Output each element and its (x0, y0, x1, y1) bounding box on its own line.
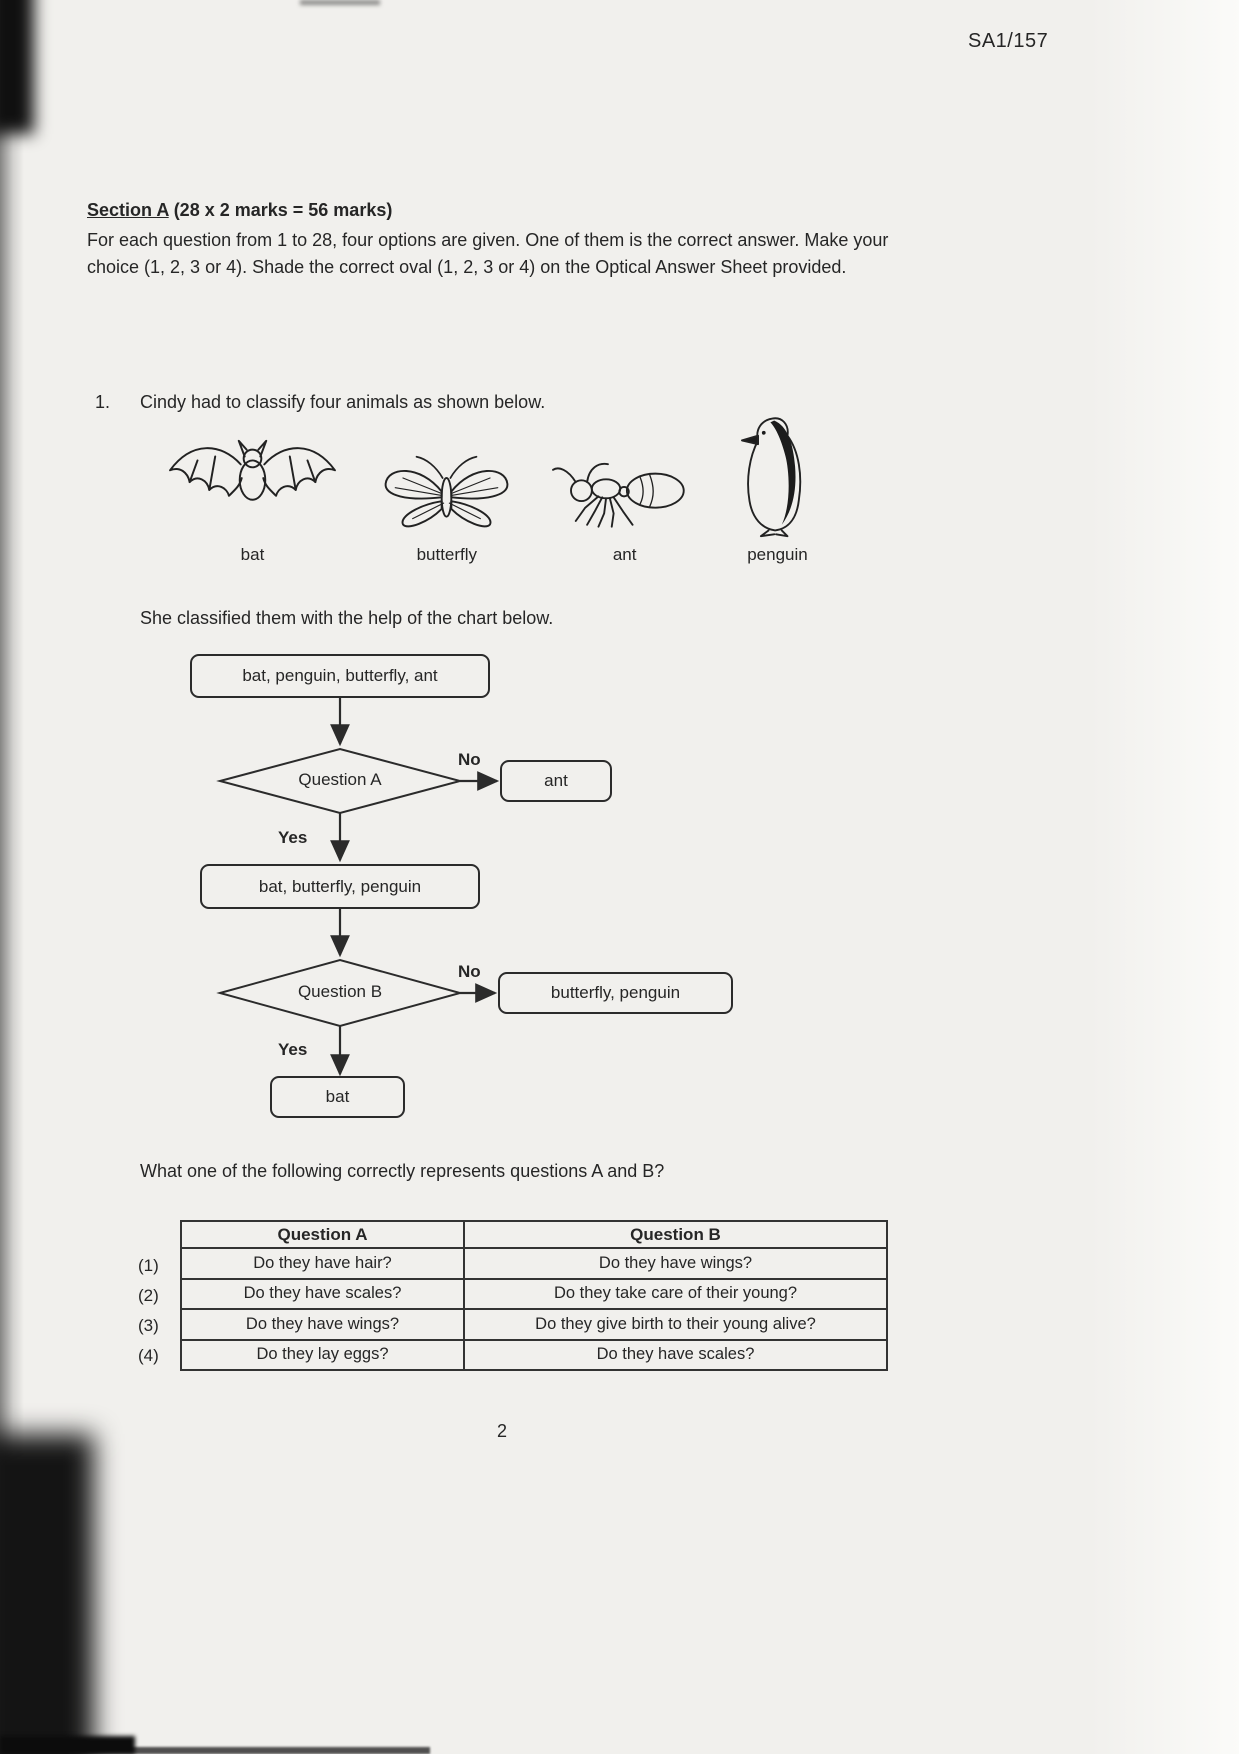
option-2-question-a: Do they have scales? (181, 1279, 464, 1310)
option-number: (3) (138, 1316, 159, 1335)
option-3-question-a: Do they have wings? (181, 1309, 464, 1340)
scan-top-left-corner (0, 0, 34, 134)
butterfly-figure (374, 447, 519, 565)
section-heading-underlined: Section A (87, 200, 169, 220)
ant-label: ant (612, 545, 637, 564)
flowchart-no-label-a: No (458, 750, 481, 769)
table-header-question-b: Question B (464, 1221, 887, 1248)
option-number: (2) (138, 1286, 159, 1305)
flowchart-question-b: Question B (297, 982, 383, 1001)
table-row (181, 1340, 887, 1371)
option-3-question-b: Do they give birth to their young alive? (464, 1309, 887, 1340)
option-number: (1) (138, 1256, 159, 1275)
bat-label: bat (240, 545, 265, 564)
butterfly-icon (374, 447, 519, 539)
flowchart-yes-label-b: Yes (278, 1040, 308, 1059)
section-instructions: For each question from 1 to 28, four options are given. One of them is the correct answer. Make your choice (1, 2, 3 or 4). Shade the correct oval (1, 2, 3 or 4) on the Optical Answer Sheet provided. (87, 230, 889, 277)
question-intro: Cindy had to classify four animals as shown below. (140, 392, 546, 412)
table-header-question-a: Question A (181, 1221, 464, 1248)
table-row (181, 1309, 887, 1340)
options-table-block (138, 1220, 888, 1371)
question-prompt: What one of the following correctly represents questions A and B? (140, 1161, 665, 1181)
option-4-question-a: Do they lay eggs? (181, 1340, 464, 1371)
table-row (181, 1248, 887, 1279)
flowchart-middle-box: bat, butterfly, penguin (200, 864, 480, 909)
section-heading (87, 200, 392, 221)
flowchart-butterfly-penguin-box: butterfly, penguin (498, 972, 733, 1014)
flowchart-question-a: Question A (298, 770, 382, 789)
scan-bottom-left-block (0, 1736, 135, 1754)
bat-icon (160, 431, 345, 539)
option-2-question-b: Do they take care of their young? (464, 1279, 887, 1310)
penguin-label: penguin (747, 545, 808, 564)
option-1-question-a: Do they have hair? (181, 1248, 464, 1279)
table-header-row (181, 1221, 887, 1248)
ant-icon (549, 449, 701, 539)
document-reference: SA1/157 (968, 30, 1049, 52)
butterfly-label: butterfly (416, 545, 478, 564)
ant-figure (549, 449, 701, 565)
flowchart-ant-box: ant (500, 760, 612, 802)
penguin-icon (730, 411, 825, 539)
scan-right-fade (1089, 0, 1239, 1754)
flowchart-bat-box: bat (270, 1076, 405, 1118)
bat-figure (160, 431, 345, 565)
table-row (181, 1279, 887, 1310)
flowchart-no-label-b: No (458, 962, 481, 981)
page-number: 2 (497, 1421, 508, 1441)
penguin-figure (730, 411, 825, 565)
option-number: (4) (138, 1346, 159, 1365)
option-4-question-b: Do they have scales? (464, 1340, 887, 1371)
animal-figures-row (160, 415, 825, 565)
option-numbers-column (138, 1220, 180, 1371)
flowchart-yes-label-a: Yes (278, 828, 308, 847)
section-heading-marks: (28 x 2 marks = 56 marks) (168, 200, 393, 220)
option-1-question-b: Do they have wings? (464, 1248, 887, 1279)
question-number: 1. (95, 392, 111, 412)
scan-bottom-left-corner (0, 1434, 94, 1754)
classification-flowchart (140, 646, 800, 1136)
flowchart-start-box: bat, penguin, butterfly, ant (190, 654, 490, 698)
scan-top-smudge (300, 0, 380, 5)
options-table (180, 1220, 888, 1371)
chart-intro-text: She classified them with the help of the chart below. (140, 608, 554, 628)
